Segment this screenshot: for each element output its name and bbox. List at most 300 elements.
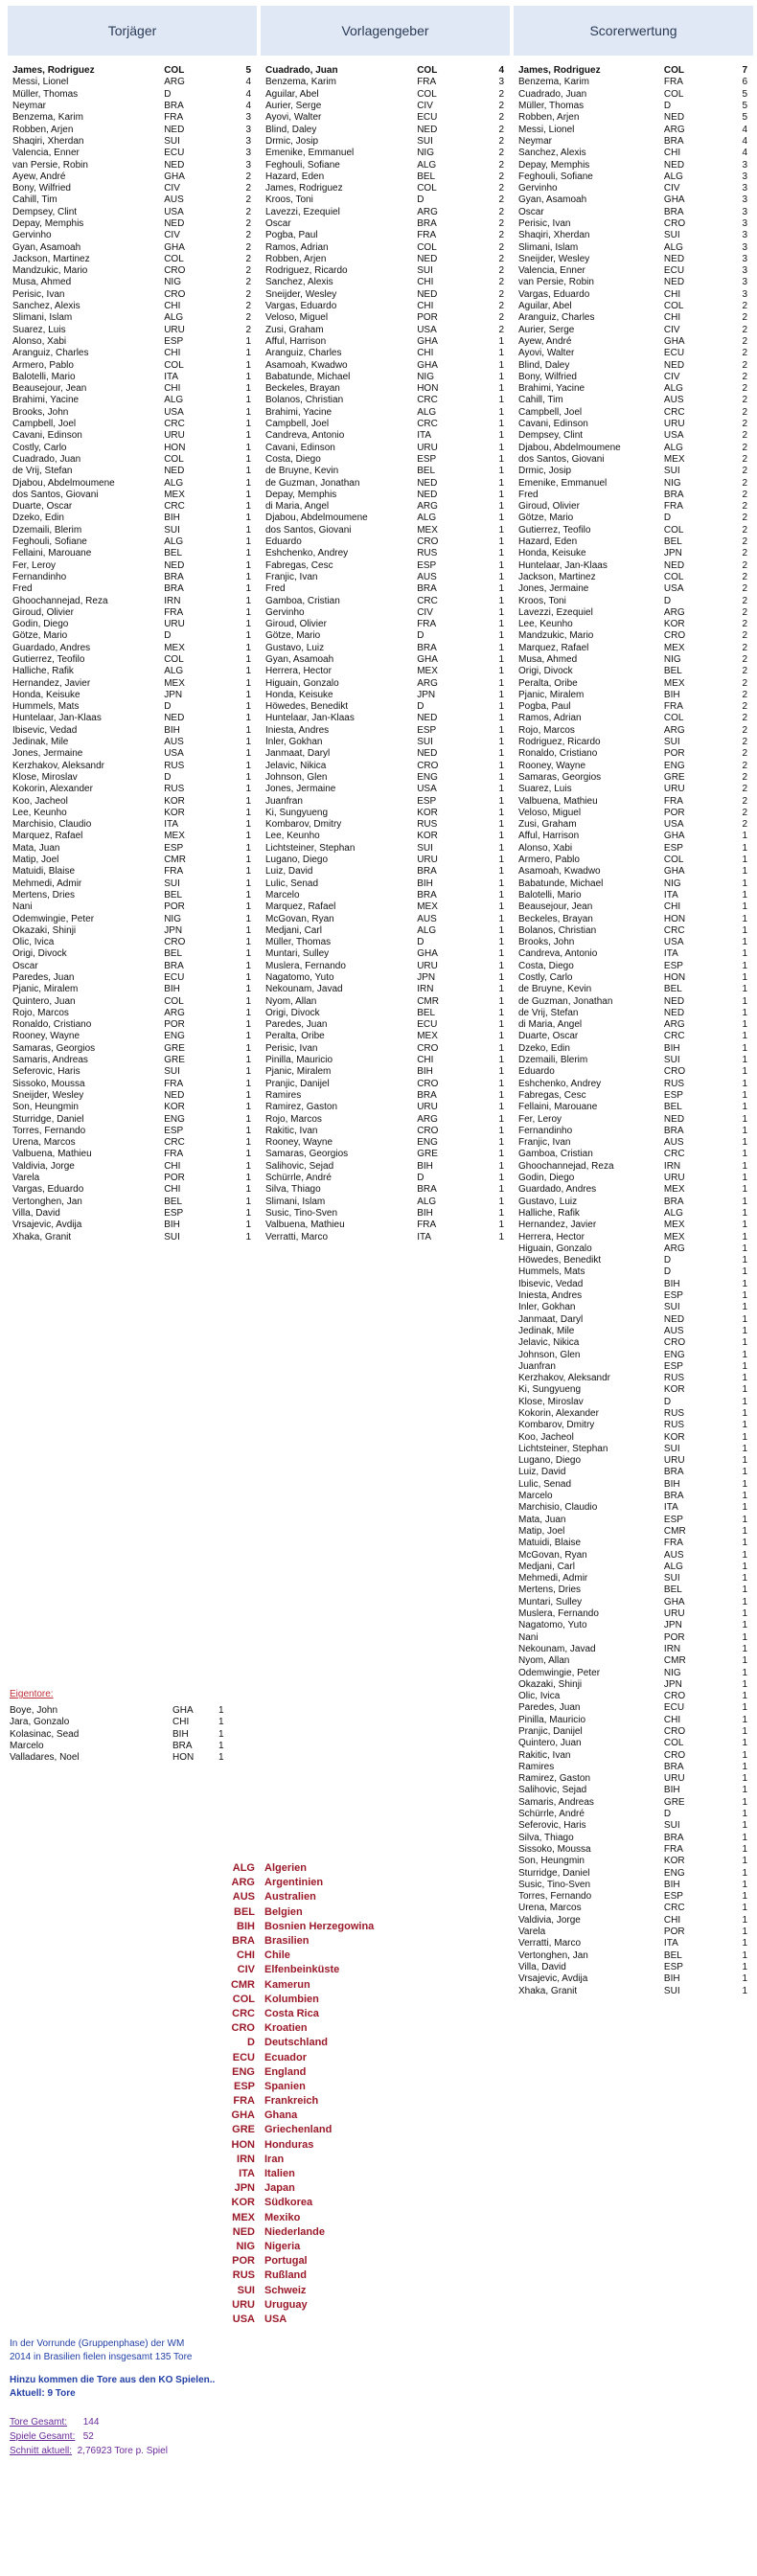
count-value: 1 [498, 1137, 504, 1149]
country-code: COL [164, 253, 184, 264]
legend-country-name: Belgien [264, 1905, 303, 1918]
count-value: 1 [742, 1467, 747, 1478]
country-code: SUI [417, 135, 433, 147]
player-name: Djabou, Abdelmoumene [518, 442, 621, 453]
country-code: ESP [417, 559, 437, 571]
assist-row [261, 419, 510, 430]
count-value: 3 [742, 277, 747, 288]
player-name: Verratti, Marco [265, 1231, 329, 1242]
count-value: 1 [742, 1113, 747, 1125]
player-name: Olic, Ivica [12, 937, 55, 948]
player-name: Blind, Daley [265, 124, 317, 135]
assist-row [261, 1126, 510, 1137]
count-value: 1 [498, 477, 504, 489]
count-value: 1 [498, 713, 504, 724]
scorer-row [8, 725, 257, 737]
points-row [514, 1773, 753, 1785]
points-row [514, 772, 753, 784]
country-code: MEX [417, 901, 438, 913]
player-name: Rojo, Marcos [265, 1113, 322, 1125]
country-code: USA [417, 324, 437, 335]
assist-row [261, 901, 510, 913]
count-value: 1 [742, 1455, 747, 1467]
player-name: Marcelo [518, 1491, 553, 1502]
country-code: ALG [164, 477, 184, 489]
points-row [514, 1856, 753, 1867]
scorer-row [8, 430, 257, 442]
player-name: Lavezzi, Ezequiel [518, 606, 593, 618]
country-code: NED [417, 713, 438, 724]
player-name: Ayew, André [12, 171, 66, 182]
country-code: CRC [663, 1903, 685, 1914]
scorer-row [8, 937, 257, 948]
count-value: 5 [742, 112, 747, 124]
points-row [514, 1184, 753, 1196]
count-value: 1 [245, 831, 251, 842]
count-value: 1 [245, 630, 251, 642]
player-name: Franjic, Ivan [265, 571, 318, 582]
country-code: ALG [417, 924, 437, 936]
count-value: 1 [742, 1726, 747, 1737]
stat-games-total: Spiele Gesamt: 52 [10, 2431, 94, 2442]
count-value: 1 [498, 1089, 504, 1101]
points-row [514, 937, 753, 948]
player-name: Depay, Memphis [265, 489, 337, 500]
country-code: ESP [164, 1207, 184, 1219]
country-code: NED [417, 477, 438, 489]
country-code: CIV [663, 324, 680, 335]
count-value: 2 [498, 277, 504, 288]
legend-row [217, 2138, 374, 2153]
count-value: 1 [742, 1891, 747, 1903]
points-row [514, 878, 753, 889]
count-value: 1 [498, 466, 504, 477]
count-value: 2 [742, 442, 747, 453]
player-name: Armero, Pablo [12, 359, 74, 371]
legend-row [217, 2225, 374, 2240]
points-row [514, 784, 753, 795]
points-row [514, 1031, 753, 1042]
player-name: Verratti, Marco [518, 1938, 582, 1949]
count-value: 1 [245, 453, 251, 465]
count-value: 1 [742, 1337, 747, 1349]
player-name: Samaris, Andreas [12, 1055, 88, 1066]
legend-code: SUI [237, 2284, 255, 2296]
country-code: NIG [164, 277, 181, 288]
assist-row [261, 559, 510, 571]
count-value: 3 [742, 183, 747, 194]
count-value: 1 [498, 1184, 504, 1196]
points-row [514, 808, 753, 819]
assist-row [261, 690, 510, 701]
count-value: 1 [742, 1078, 747, 1089]
points-header: Scorerwertung [514, 6, 753, 56]
country-code: SUI [164, 524, 180, 536]
scorer-row [8, 277, 257, 288]
count-value: 1 [245, 583, 251, 595]
country-code: CIV [417, 101, 433, 112]
points-row [514, 1197, 753, 1208]
country-code: BRA [663, 1491, 684, 1502]
info-line-4: Aktuell: 9 Tore [10, 2388, 76, 2399]
country-code: FRA [663, 701, 683, 713]
player-name: Hazard, Eden [518, 536, 578, 548]
country-code: URU [663, 1455, 685, 1467]
player-name: Ramires [265, 1089, 302, 1101]
count-value: 2 [742, 748, 747, 760]
points-row [514, 607, 753, 619]
player-name: Pjanic, Miralem [265, 1066, 332, 1078]
count-value: 1 [742, 1055, 747, 1066]
count-value: 1 [245, 960, 251, 971]
count-value: 1 [498, 619, 504, 630]
player-name: Asamoah, Kwadwo [265, 359, 348, 371]
country-code: ESP [663, 1290, 683, 1302]
player-name: Hazard, Eden [265, 171, 325, 182]
country-code: CRC [663, 1031, 685, 1042]
own-goals-title: Eigentore: [10, 1689, 54, 1699]
country-code: ARG [663, 1242, 685, 1254]
player-name: Pjanic, Miralem [12, 984, 79, 995]
legend-row [217, 2313, 374, 2327]
assist-row [261, 336, 510, 348]
player-name: Halliche, Rafik [518, 1207, 580, 1219]
player-name: Silva, Thiago [265, 1184, 321, 1196]
country-code: HON [663, 913, 686, 924]
count-value: 1 [742, 1879, 747, 1890]
info-ko-text [10, 2374, 215, 2401]
count-value: 1 [245, 1089, 251, 1101]
player-name: Cavani, Edinson [518, 419, 588, 430]
country-code: GRE [663, 1796, 685, 1808]
player-name: Musa, Ahmed [518, 653, 578, 665]
count-value: 1 [498, 1231, 504, 1242]
player-name: van Persie, Robin [518, 277, 594, 288]
count-value: 1 [742, 1313, 747, 1325]
country-code: FRA [164, 606, 184, 618]
points-row [514, 819, 753, 831]
count-value: 3 [742, 230, 747, 241]
country-code: BRA [417, 1184, 437, 1196]
scorer-row [8, 572, 257, 583]
scorer-row [8, 677, 257, 689]
count-value: 1 [498, 442, 504, 453]
player-name: Brahimi, Yacine [12, 395, 80, 406]
count-value: 1 [742, 1478, 747, 1490]
count-value: 2 [742, 606, 747, 618]
count-value: 1 [245, 1196, 251, 1207]
points-row [514, 1833, 753, 1844]
country-code: BEL [164, 548, 183, 559]
country-code: GHA [417, 948, 438, 960]
player-name: Götze, Mario [265, 630, 321, 642]
count-value: 2 [742, 501, 747, 513]
player-name: Robben, Arjen [518, 112, 580, 124]
country-code: ALG [164, 395, 184, 406]
count-value: 1 [498, 371, 504, 382]
points-row [514, 1880, 753, 1891]
country-code: IRN [164, 595, 181, 606]
count-value: 2 [498, 265, 504, 277]
assist-row [261, 795, 510, 807]
player-name: Valdivia, Jorge [12, 1160, 75, 1172]
country-code: FRA [663, 795, 683, 807]
player-name: Bony, Wilfried [518, 371, 577, 382]
player-name: Schürrle, André [518, 1809, 585, 1820]
player-name: Pogba, Paul [265, 230, 318, 241]
points-row [514, 289, 753, 301]
legend-row [217, 2036, 374, 2050]
legend-country-name: Australien [264, 1891, 316, 1904]
player-name: Djabou, Abdelmoumene [12, 477, 115, 489]
count-value: 1 [498, 548, 504, 559]
scorer-row [8, 1220, 257, 1231]
points-row [514, 207, 753, 218]
points-row [514, 972, 753, 984]
count-value: 1 [742, 1949, 747, 1961]
count-value: 2 [245, 183, 251, 194]
points-row [514, 1126, 753, 1137]
scorer-row [8, 265, 257, 277]
points-row [514, 1667, 753, 1678]
player-name: Pinilla, Mauricio [518, 1714, 586, 1725]
player-name: Luiz, David [518, 1467, 566, 1478]
points-row [514, 312, 753, 324]
country-code: POR [663, 1926, 685, 1938]
country-code: MEX [663, 1231, 685, 1242]
count-value: 1 [218, 1752, 224, 1764]
player-name: Oscar [518, 206, 544, 217]
legend-code: BRA [232, 1935, 255, 1948]
country-code: URU [164, 619, 185, 630]
count-value: 1 [742, 1420, 747, 1431]
count-value: 5 [245, 65, 251, 77]
player-name: Giroud, Olivier [265, 619, 327, 630]
points-row [514, 748, 753, 760]
player-name: Aguilar, Abel [265, 88, 319, 100]
player-name: de Bruyne, Kevin [265, 466, 339, 477]
count-value: 2 [742, 619, 747, 630]
country-code: ENG [164, 1113, 185, 1125]
legend-country-name: Elfenbeinküste [264, 1964, 340, 1976]
legend-code: ENG [232, 2065, 255, 2078]
count-value: 1 [245, 395, 251, 406]
assist-row [261, 995, 510, 1007]
legend-code: URU [232, 2298, 255, 2311]
count-value: 1 [742, 1561, 747, 1572]
scorer-row [8, 171, 257, 183]
legend-country-name: Frankreich [264, 2095, 319, 2108]
player-name: Alonso, Xabi [518, 842, 573, 854]
country-code: CRO [663, 218, 686, 229]
points-row [514, 183, 753, 194]
scorer-row [8, 419, 257, 430]
player-name: Robben, Arjen [12, 124, 74, 135]
country-code: BEL [164, 948, 183, 960]
scorer-row [8, 65, 257, 77]
assists-column [261, 6, 510, 1243]
country-code: SUI [663, 466, 680, 477]
count-value: 1 [245, 1019, 251, 1031]
country-code: NED [417, 124, 438, 135]
player-name: Kombarov, Dmitry [265, 819, 342, 831]
country-code: URU [417, 1102, 438, 1113]
player-name: Benzema, Karim [265, 77, 336, 88]
player-name: Müller, Thomas [265, 937, 332, 948]
player-name: Quintero, Juan [12, 995, 76, 1007]
player-name: Suarez, Luis [518, 784, 572, 795]
player-name: Medjani, Carl [265, 924, 322, 936]
assist-row [261, 77, 510, 88]
player-name: Marcelo [10, 1741, 44, 1752]
assist-row [261, 772, 510, 784]
assist-row [261, 159, 510, 171]
country-code: NIG [164, 913, 181, 924]
player-name: Hummels, Mats [12, 701, 80, 713]
points-row [514, 1726, 753, 1738]
count-value: 1 [498, 524, 504, 536]
country-code: BEL [663, 1949, 682, 1961]
player-name: Samaras, Georgios [265, 1149, 349, 1160]
points-row [514, 1749, 753, 1761]
country-code: CRO [663, 1337, 686, 1349]
points-row [514, 1349, 753, 1360]
country-code: BIH [663, 1042, 680, 1054]
assist-row [261, 643, 510, 654]
count-value: 1 [742, 889, 747, 900]
player-name: Hernandez, Javier [12, 677, 91, 689]
country-code: FRA [164, 866, 184, 878]
assist-row [261, 325, 510, 336]
count-value: 1 [498, 595, 504, 606]
count-value: 1 [498, 1102, 504, 1113]
country-code: GHA [417, 359, 438, 371]
points-table [514, 65, 753, 1997]
assist-row [261, 1173, 510, 1184]
count-value: 1 [498, 583, 504, 595]
player-name: Valencia, Enner [518, 265, 585, 277]
scorer-row [8, 1231, 257, 1242]
player-name: Paredes, Juan [518, 1702, 581, 1714]
country-code: MEX [417, 524, 438, 536]
country-code: URU [663, 1773, 685, 1785]
count-value: 1 [498, 630, 504, 642]
player-name: Dzemaili, Blerim [12, 524, 82, 536]
country-code: RUS [663, 1373, 685, 1384]
country-code: AUS [663, 395, 684, 406]
country-code: ALG [417, 1196, 437, 1207]
country-code: D [663, 595, 672, 606]
info-line-2: 2014 in Brasilien fielen insgesamt 135 Tore [10, 2352, 193, 2362]
count-value: 1 [742, 1360, 747, 1372]
scorer-row [8, 984, 257, 995]
player-name: Rakitic, Ivan [265, 1125, 318, 1136]
player-name: Balotelli, Mario [518, 889, 582, 900]
points-row [514, 1962, 753, 1973]
scorer-row [8, 795, 257, 807]
scorer-row [8, 513, 257, 524]
player-name: Lulic, Senad [518, 1478, 572, 1490]
player-name: Son, Heungmin [12, 1102, 79, 1113]
scorer-row [8, 241, 257, 253]
points-row [514, 490, 753, 501]
player-name: Xhaka, Granit [518, 1985, 578, 1996]
count-value: 1 [498, 855, 504, 866]
country-code: ENG [663, 760, 685, 771]
count-value: 2 [245, 218, 251, 229]
country-code: D [164, 88, 172, 100]
player-name: Paredes, Juan [12, 972, 75, 983]
player-name: Gutierrez, Teofilo [518, 524, 591, 536]
points-row [514, 855, 753, 866]
country-code: HON [417, 383, 439, 395]
country-code: NED [164, 559, 185, 571]
player-name: Nagatomo, Yuto [265, 972, 334, 983]
scorer-row [8, 1161, 257, 1173]
country-code: CHI [164, 1160, 181, 1172]
country-code: BIH [164, 513, 180, 524]
count-value: 2 [498, 301, 504, 312]
player-name: Sneijder, Wesley [265, 288, 337, 300]
country-code: CHI [663, 1914, 681, 1926]
assist-row [261, 183, 510, 194]
country-code: ESP [663, 1961, 683, 1972]
player-name: Susic, Tino-Sven [518, 1879, 591, 1890]
count-value: 1 [742, 1184, 747, 1196]
country-code: COL [663, 88, 684, 100]
count-value: 1 [498, 1007, 504, 1018]
player-name: Höwedes, Benedikt [518, 1255, 602, 1266]
count-value: 1 [498, 1125, 504, 1136]
count-value: 1 [218, 1728, 224, 1740]
country-code: SUI [164, 135, 180, 147]
count-value: 1 [742, 1407, 747, 1419]
points-row [514, 1738, 753, 1749]
player-name: Slimani, Islam [518, 241, 579, 253]
legend-country-name: Honduras [264, 2138, 314, 2151]
country-code: ENG [164, 1031, 185, 1042]
country-code: COL [164, 995, 184, 1007]
scorer-row [8, 359, 257, 371]
country-code: USA [663, 583, 684, 595]
country-code: CHI [164, 348, 181, 359]
legend-code: ESP [233, 2080, 255, 2092]
assist-row [261, 477, 510, 489]
assist-row [261, 808, 510, 819]
count-value: 1 [742, 1160, 747, 1172]
assist-row [261, 1102, 510, 1113]
player-name: Lichtsteiner, Stephan [265, 842, 356, 854]
country-code: SUI [663, 1820, 680, 1832]
legend-row [217, 2007, 374, 2021]
count-value: 3 [245, 112, 251, 124]
country-code: RUS [663, 1420, 685, 1431]
points-row [514, 984, 753, 995]
own-goal-row [10, 1729, 224, 1741]
points-row [514, 1631, 753, 1643]
country-code: NIG [663, 878, 681, 889]
points-row [514, 1337, 753, 1349]
points-row [514, 194, 753, 206]
count-value: 3 [245, 148, 251, 159]
count-value: 1 [245, 348, 251, 359]
player-name: Messi, Lionel [12, 77, 69, 88]
country-code: ALG [417, 159, 437, 171]
count-value: 1 [498, 1066, 504, 1078]
assist-row [261, 819, 510, 831]
scorer-row [8, 925, 257, 937]
count-value: 3 [742, 159, 747, 171]
